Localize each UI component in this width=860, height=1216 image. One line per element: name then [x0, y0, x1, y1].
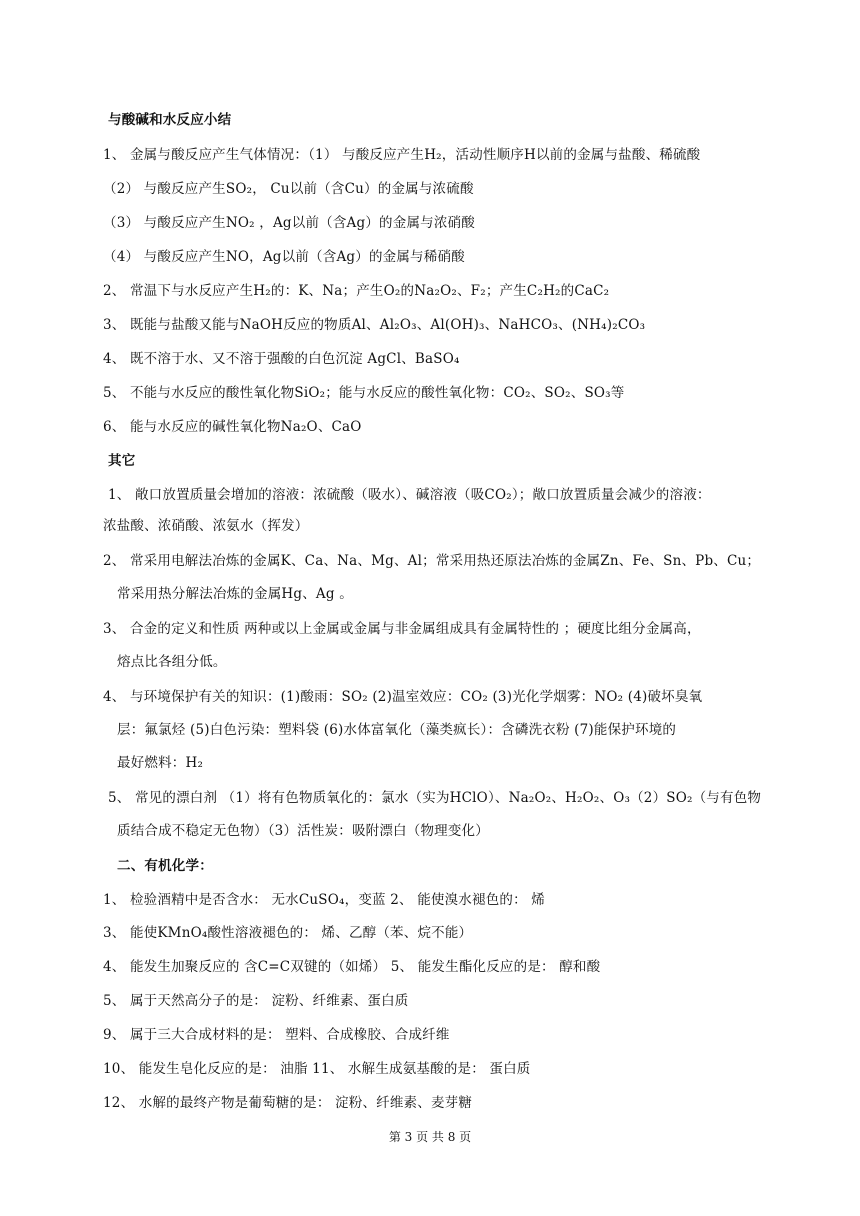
text-line: 5、 属于天然高分子的是： 淀粉、纤维素、蛋白质 — [103, 993, 409, 1009]
text-line: 最好燃料：H₂ — [117, 755, 204, 771]
section-heading-acid-base-water: 与酸碱和水反应小结 — [108, 112, 232, 128]
section-heading-others: 其它 — [108, 453, 136, 469]
text-line: 常采用热分解法冶炼的金属Hg、Ag 。 — [117, 586, 353, 602]
text-line: 浓盐酸、浓硝酸、浓氨水（挥发） — [103, 518, 309, 534]
text-line: 层：氟氯烃 (5)白色污染：塑料袋 (6)水体富氧化（藻类疯长）：含磷洗衣粉 (7)能保护环境的 — [117, 722, 677, 738]
text-line: 4、 与环境保护有关的知识：(1)酸雨：SO₂ (2)温室效应：CO₂ (3)光化学烟雾：NO₂ (4)破坏臭氧 — [103, 689, 703, 705]
section-heading-organic: 二、有机化学： — [117, 858, 213, 874]
text-line: 5、 不能与水反应的酸性氧化物SiO₂；能与水反应的酸性氧化物：CO₂、SO₂、SO₃等 — [103, 385, 625, 401]
text-line: 质结合成不稳定无色物）（3）活性炭：吸附漂白（物理变化） — [117, 823, 489, 839]
text-line: （2） 与酸反应产生SO₂， Cu以前（含Cu）的金属与浓硫酸 — [103, 181, 474, 197]
text-line: 1、 金属与酸反应产生气体情况：（1） 与酸反应产生H₂，活动性顺序H以前的金属与盐酸、稀硫酸 — [103, 147, 701, 163]
text-line: 3、 合金的定义和性质 两种或以上金属或金属与非金属组成具有金属特性的 ；硬度比组分金属高， — [103, 621, 701, 637]
text-line: 4、 既不溶于水、又不溶于强酸的白色沉淀 AgCl、BaSO₄ — [103, 351, 460, 367]
text-line: 6、 能与水反应的碱性氧化物Na₂O、CaO — [103, 419, 362, 435]
text-line: 5、 常见的漂白剂 （1）将有色物质氧化的：氯水（实为HClO）、Na₂O₂、H₂O₂、O₃（2）SO₂（与有色物 — [108, 790, 762, 806]
text-line: 3、 能使KMnO₄酸性溶液褪色的： 烯、乙醇（苯、烷不能） — [103, 925, 473, 941]
text-line: 12、 水解的最终产物是葡萄糖的是： 淀粉、纤维素、麦芽糖 — [103, 1095, 473, 1111]
text-line: 3、 既能与盐酸又能与NaOH反应的物质Al、Al₂O₃、Al(OH)₃、NaHCO₃、(NH₄)₂CO₃ — [103, 317, 646, 333]
text-line: 1、 检验酒精中是否含水： 无水CuSO₄，变蓝 2、 能使溴水褪色的： 烯 — [103, 892, 545, 908]
text-line: 2、 常采用电解法冶炼的金属K、Ca、Na、Mg、Al；常采用热还原法冶炼的金属Zn、Fe、Sn、Pb、Cu； — [103, 553, 761, 569]
text-line: 9、 属于三大合成材料的是： 塑料、合成橡胶、合成纤维 — [103, 1027, 450, 1043]
page-footer: 第 3 页 共 8 页 — [388, 1130, 472, 1144]
text-line: 1、 敞口放置质量会增加的溶液：浓硫酸（吸水）、碱溶液（吸CO₂）；敞口放置质量会减少的溶液： — [108, 487, 711, 503]
text-line: （3） 与酸反应产生NO₂ ，Ag以前（含Ag）的金属与浓硝酸 — [103, 215, 475, 231]
text-line: 4、 能发生加聚反应的 含C=C双键的（如烯） 5、 能发生酯化反应的是： 醇和酸 — [103, 959, 601, 975]
text-line: 2、 常温下与水反应产生H₂的：K、Na；产生O₂的Na₂O₂、F₂；产生C₂H₂的CaC₂ — [103, 283, 610, 299]
text-line: 10、 能发生皂化反应的是： 油脂 11、 水解生成氨基酸的是： 蛋白质 — [103, 1061, 531, 1077]
text-line: （4） 与酸反应产生NO，Ag以前（含Ag）的金属与稀硝酸 — [103, 249, 465, 265]
text-line: 熔点比各组分低。 — [117, 654, 227, 670]
